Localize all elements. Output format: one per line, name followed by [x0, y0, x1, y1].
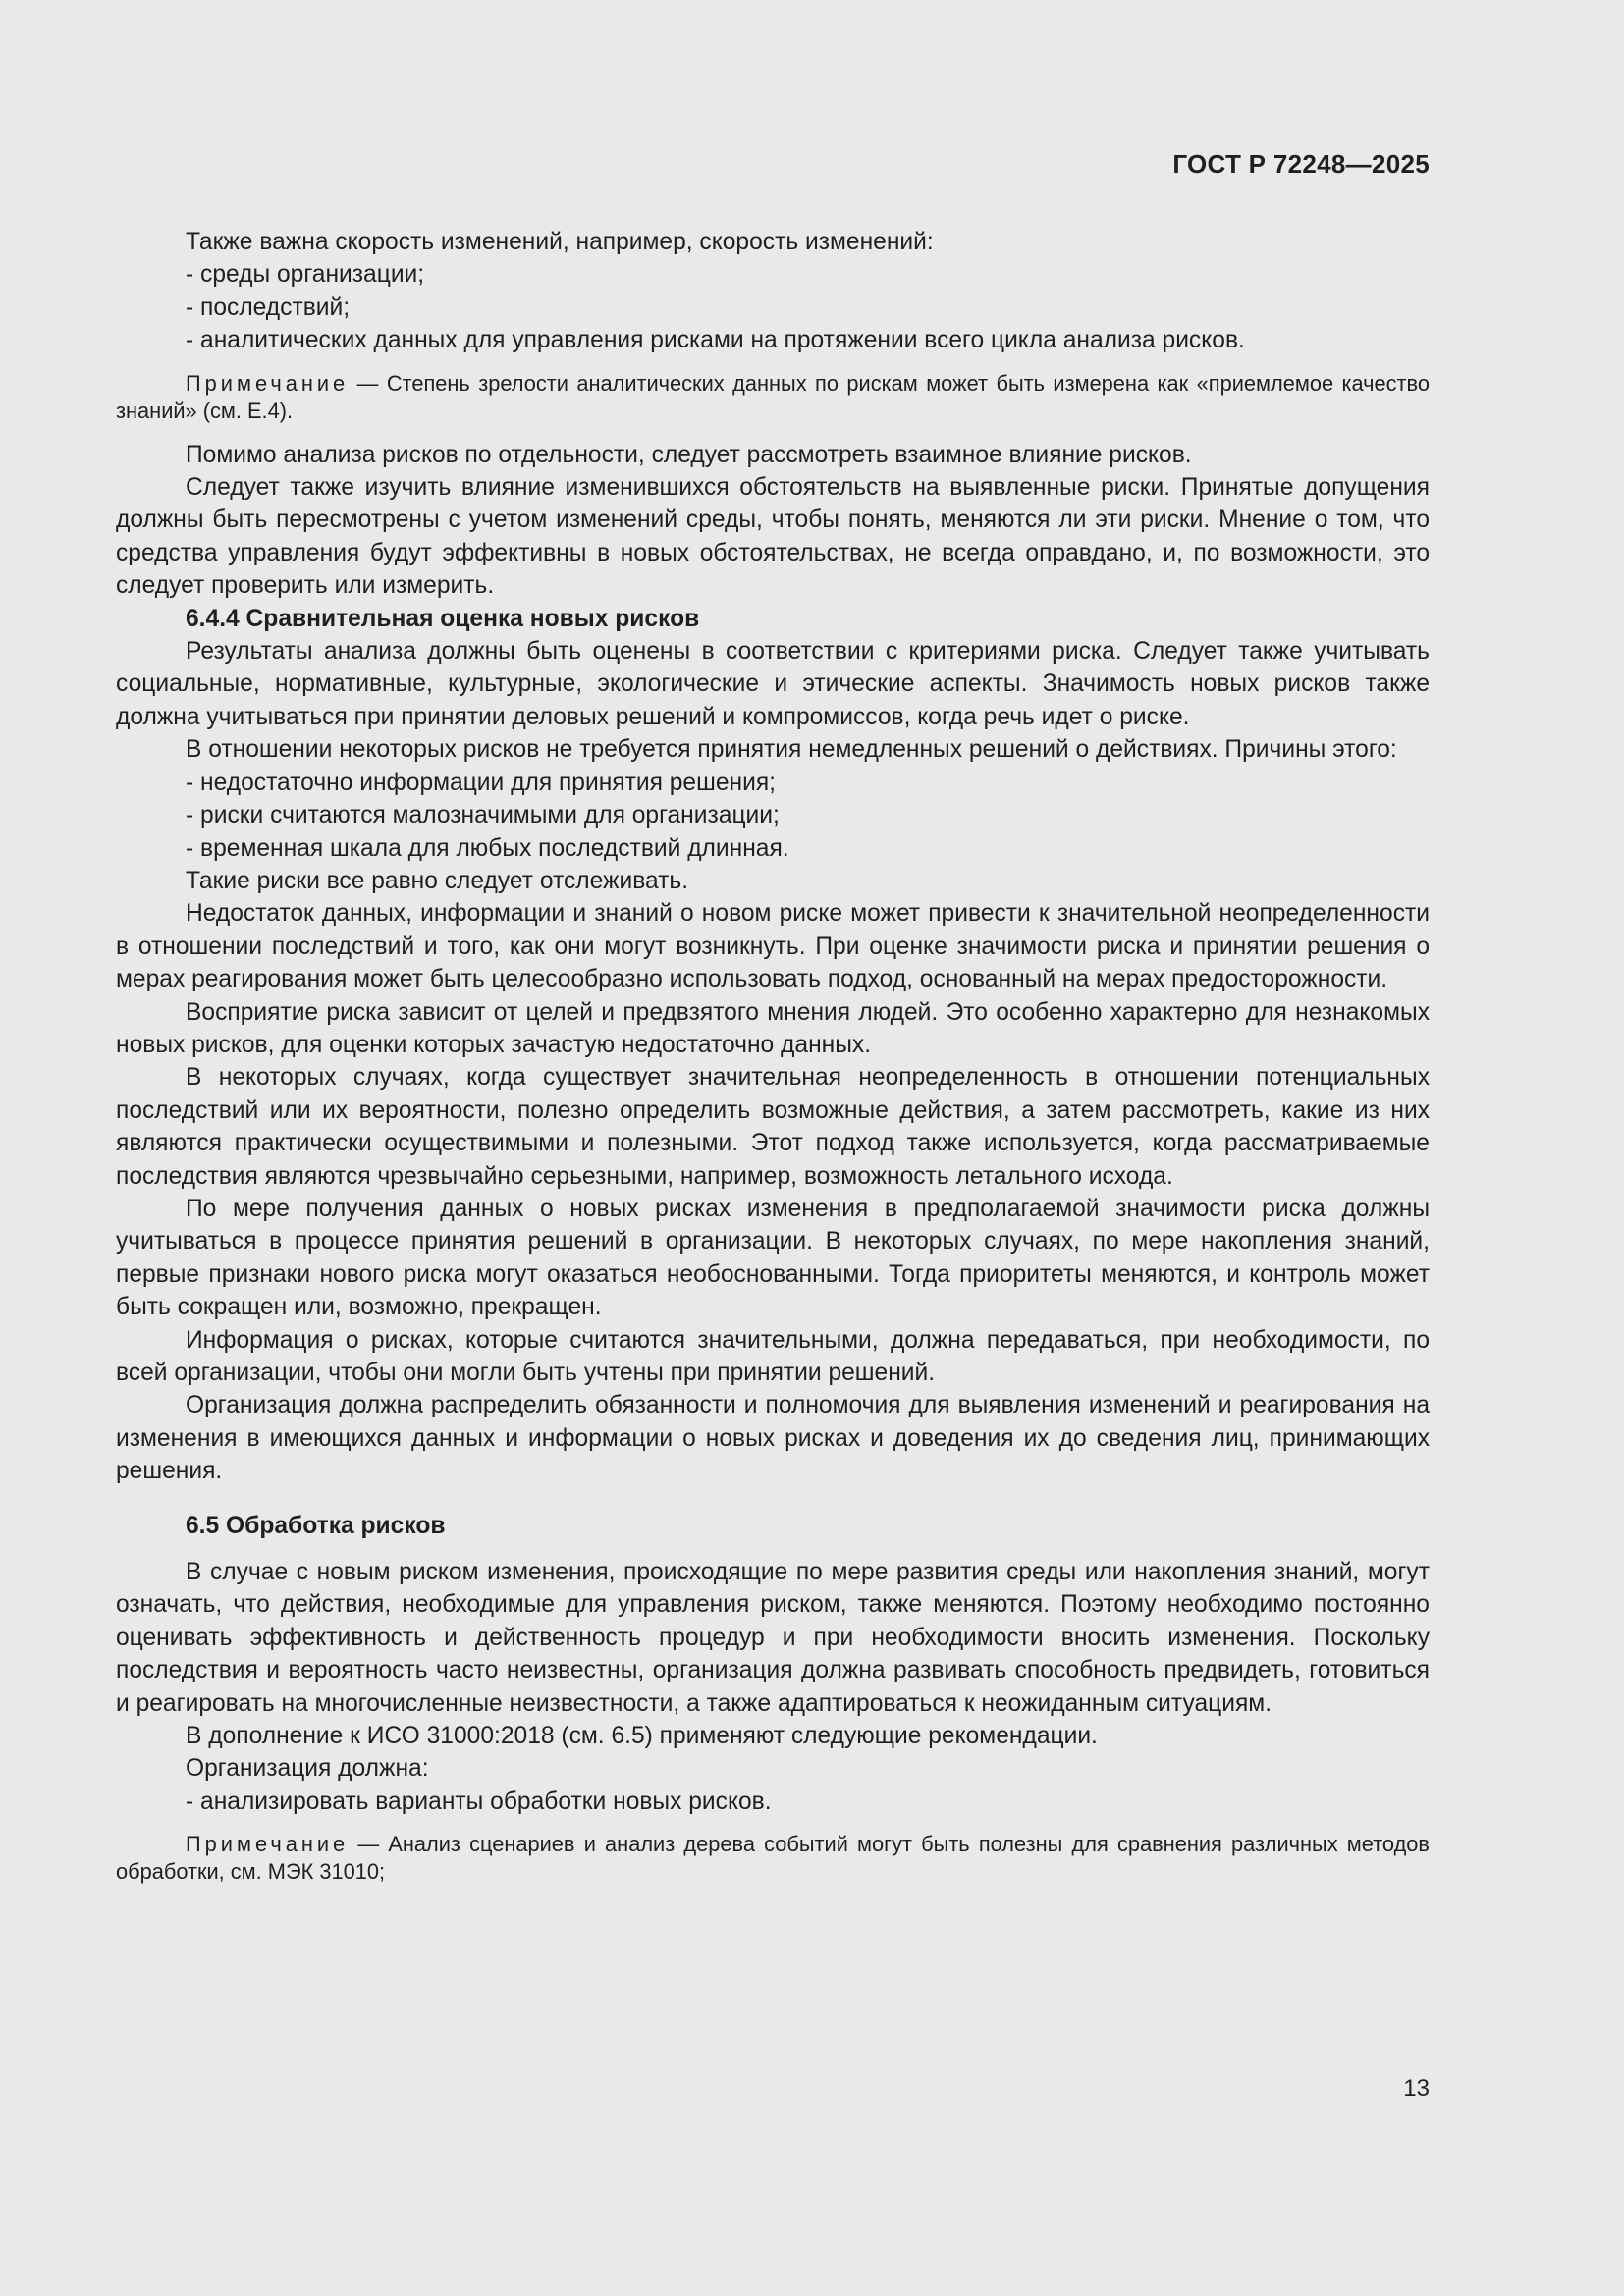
paragraph: Такие риски все равно следует отслеживать. [186, 867, 689, 894]
section-heading-6-4-4: 6.4.4 Сравнительная оценка новых рисков [186, 605, 700, 632]
paragraph: Организация должна распределить обязанности и полномочия для выявления изменений и реагирования на изменения в имеющихся данных и информации о новых рисках и доведения их до сведения лиц, принимающих решения. [116, 1392, 1430, 1485]
document-code-header: ГОСТ Р 72248—2025 [1172, 149, 1430, 179]
note-text: — Анализ сценариев и анализ дерева событий могут быть полезны для сравнения различных методов обработки, см. МЭК 31010; [116, 1832, 1430, 1885]
paragraph: В дополнение к ИСО 31000:2018 (см. 6.5) применяют следующие рекомендации. [186, 1723, 1098, 1750]
section-heading-6-5: 6.5 Обработка рисков [186, 1512, 446, 1539]
paragraph: Результаты анализа должны быть оценены в соответствии с критериями риска. Следует также учитывать социальные, нормативные, культурные, экологические и этические аспекты. Значимость новых рисков также должна учитываться при принятии деловых решений и компромиссов, когда речь идет о риске. [116, 638, 1430, 730]
paragraph: Недостаток данных, информации и знаний о новом риске может привести к значительной неопределенности в отношении последствий и того, как они могут возникнуть. При оценке значимости риска и принятии решения о мерах реагирования может быть целесообразно использовать подход, основанный на мерах предосторожности. [116, 900, 1430, 993]
note [116, 370, 1430, 425]
note-text: — Степень зрелости аналитических данных по рискам может быть измерена как «приемлемое качество знаний» (см. Е.4). [116, 370, 1430, 423]
page-number: 13 [1403, 2075, 1430, 2102]
paragraph: Информация о рисках, которые считаются значительными, должна передаваться, при необходимости, по всей организации, чтобы они могли быть учтены при принятии решений. [116, 1326, 1430, 1386]
list-item: - последствий; [186, 294, 351, 321]
list-item: - временная шкала для любых последствий длинная. [186, 834, 789, 862]
note-label: Примечание [186, 370, 350, 396]
paragraph: Организация должна: [186, 1755, 429, 1783]
paragraph: По мере получения данных о новых рисках изменения в предполагаемой значимости риска должны учитываться в процессе принятия решений в организации. В некоторых случаях, по мере накопления знаний, первые признаки нового риска могут оказаться необоснованными. Тогда приоритеты меняются, и контроль может быть сокращен или, возможно, прекращен. [116, 1195, 1430, 1321]
paragraph: Следует также изучить влияние изменившихся обстоятельств на выявленные риски. Принятые допущения должны быть пересмотрены с учетом изменений среды, чтобы понять, меняются ли эти риски. Мнение о том, что средства управления будут эффективны в новых обстоятельствах, не всегда оправдано, и, по возможности, это следует проверить или измерить. [116, 474, 1430, 600]
list-item: - недостаточно информации для принятия решения; [186, 769, 776, 796]
list-item: - анализировать варианты обработки новых рисков. [186, 1788, 772, 1815]
paragraph: В отношении некоторых рисков не требуется принятия немедленных решений о действиях. Причины этого: [186, 736, 1397, 764]
list-item: - риски считаются малозначимыми для организации; [186, 802, 780, 829]
note-label: Примечание [186, 1832, 350, 1857]
paragraph: В случае с новым риском изменения, происходящие по мере развития среды или накопления знаний, могут означать, что действия, необходимые для управления риском, также меняются. Поэтому необходимо постоянно оценивать эффективность и действенность процедур и при необходимости вносить изменения. Поскольку последствия и вероятность часто неизвестны, организация должна развивать способность предвидеть, готовиться и реагировать на многочисленные неизвестности, а также адаптироваться к неожиданным ситуациям. [116, 1559, 1430, 1717]
note [116, 1831, 1430, 1886]
paragraph: Помимо анализа рисков по отдельности, следует рассмотреть взаимное влияние рисков. [186, 441, 1192, 468]
page-body [116, 226, 1430, 1899]
paragraph: Также важна скорость изменений, например, скорость изменений: [186, 229, 934, 255]
list-item: - аналитических данных для управления рисками на протяжении всего цикла анализа рисков. [186, 327, 1245, 354]
paragraph: В некоторых случаях, когда существует значительная неопределенность в отношении потенциальных последствий или их вероятности, полезно определить возможные действия, а затем рассмотреть, какие из них являются практически осуществимыми и полезными. Этот подход также используется, когда рассматриваемые последствия являются чрезвычайно серьезными, например, возможность летального исхода. [116, 1064, 1430, 1190]
list-item: - среды организации; [186, 261, 425, 289]
paragraph: Восприятие риска зависит от целей и предвзятого мнения людей. Это особенно характерно для незнакомых новых рисков, для оценки которых зачастую недостаточно данных. [116, 998, 1430, 1058]
